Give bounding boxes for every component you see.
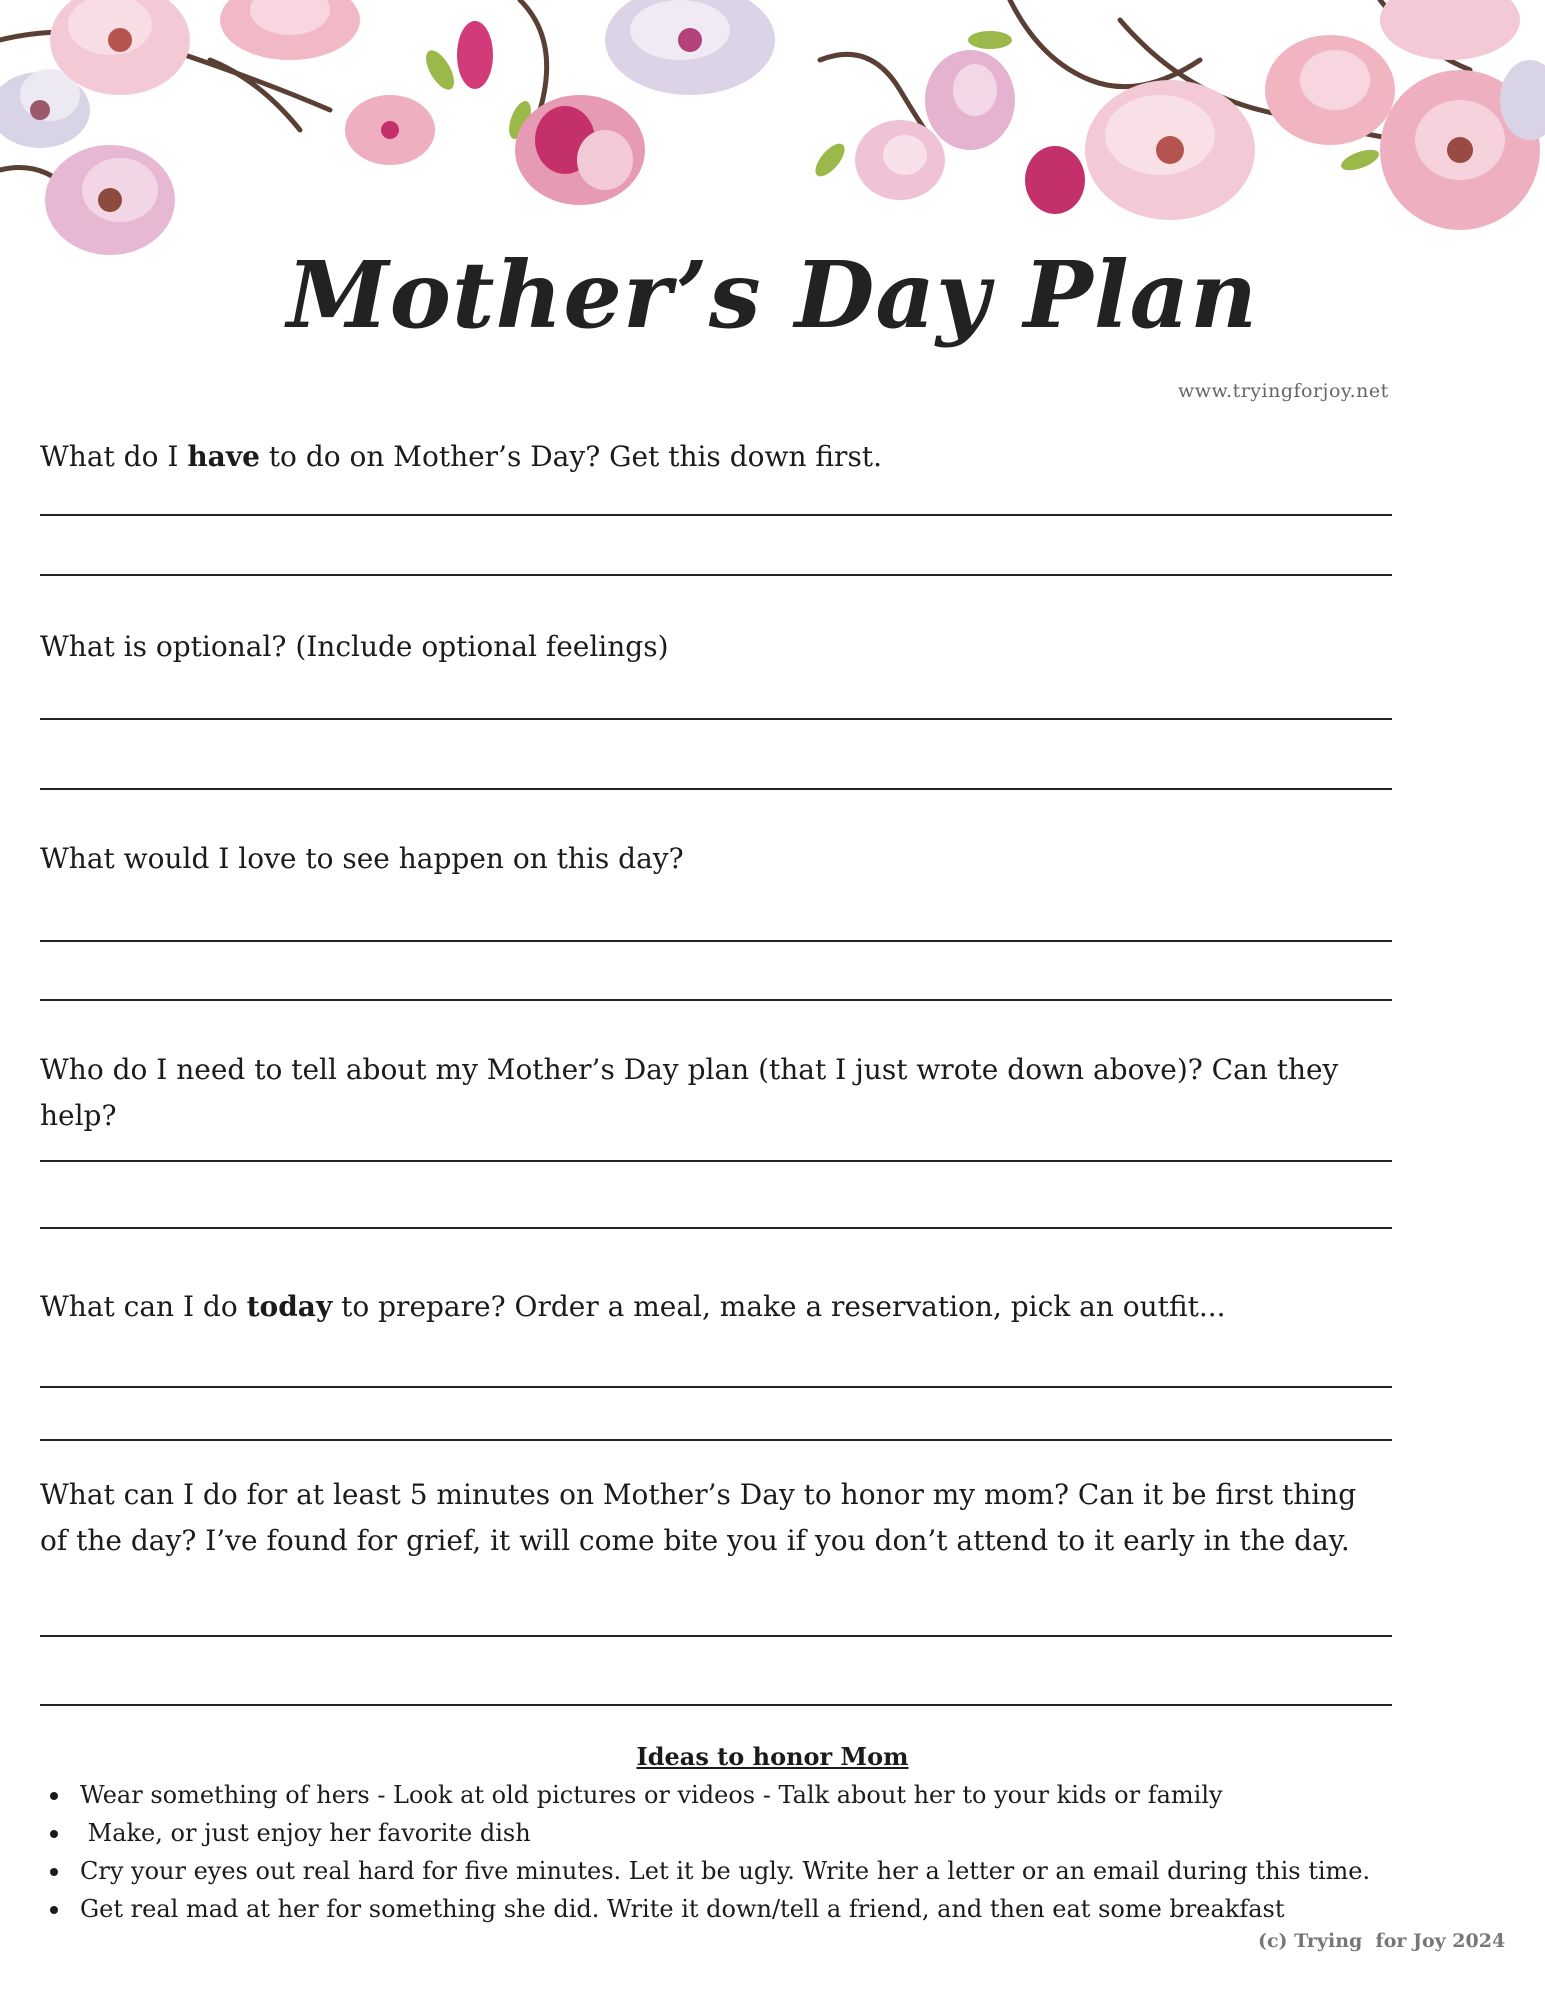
answer-line[interactable] [40,574,1392,576]
question-1: What do I have to do on Mother’s Day? Get this down first. [40,440,882,473]
answer-line[interactable] [40,718,1392,720]
answer-line[interactable] [40,514,1392,516]
answer-line[interactable] [40,999,1392,1001]
question-5-emphasis: today [246,1290,333,1323]
answer-line[interactable] [40,1227,1392,1229]
question-1-emphasis: have [187,440,260,473]
copyright: (c) Trying for Joy 2024 [1258,1930,1506,1952]
ideas-heading: Ideas to honor Mom [636,1742,909,1771]
answer-line[interactable] [40,940,1392,942]
question-2: What is optional? (Include optional feelings) [40,630,669,663]
list-item: Wear something of hers - Look at old pictures or videos - Talk about her to your kids or family [46,1776,1426,1814]
magnolia-floral-banner [0,0,1545,280]
question-4: Who do I need to tell about my Mother’s Day plan (that I just wrote down above)? Can they help? [40,1053,1339,1132]
list-item: Get real mad at her for something she did. Write it down/tell a friend, and then eat some breakfast [46,1890,1426,1928]
answer-line[interactable] [40,1160,1392,1162]
list-item: Cry your eyes out real hard for five minutes. Let it be ugly. Write her a letter or an email during this time. [46,1852,1426,1890]
answer-line[interactable] [40,1635,1392,1637]
question-3: What would I love to see happen on this day? [40,842,684,875]
answer-line[interactable] [40,788,1392,790]
question-6: What can I do for at least 5 minutes on Mother’s Day to honor my mom? Can it be first thing of the day? I’ve found for grief, it will come bite you if you don’t attend to it early in the day. [40,1478,1357,1557]
answer-line[interactable] [40,1439,1392,1441]
answer-line[interactable] [40,1704,1392,1706]
site-url: www.tryingforjoy.net [1178,380,1389,402]
list-item: Make, or just enjoy her favorite dish [46,1814,1426,1852]
page-title: Mother’s Day Plan [286,241,1259,349]
answer-line[interactable] [40,1386,1392,1388]
question-5: What can I do today to prepare? Order a meal, make a reservation, pick an outfit... [40,1290,1226,1323]
ideas-list [46,1776,1426,1928]
